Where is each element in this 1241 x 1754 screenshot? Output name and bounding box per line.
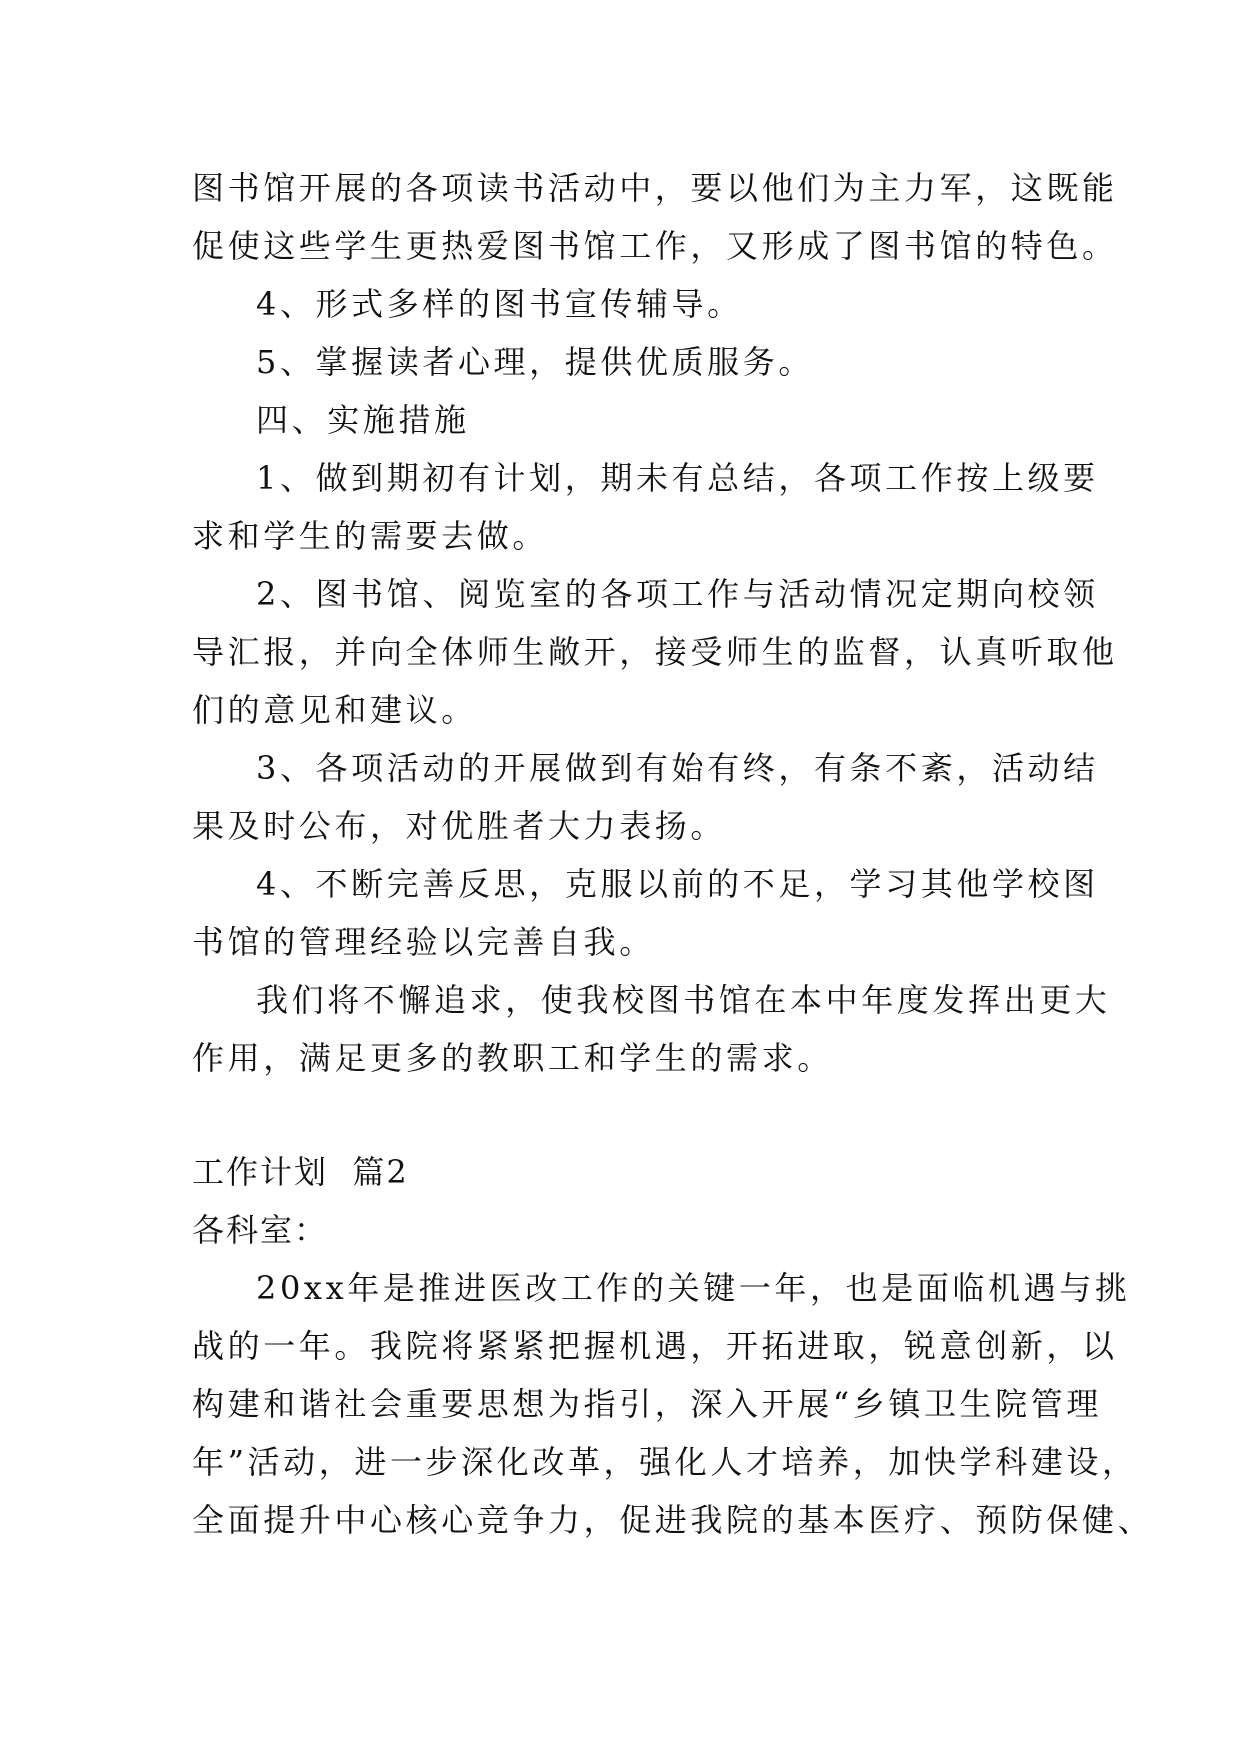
section-heading: 四、实施措施	[256, 401, 470, 439]
list-item: 4、形式多样的图书宣传辅导。	[256, 285, 743, 323]
section-title: 工作计划 篇2	[192, 1153, 409, 1191]
list-item: 3、各项活动的开展做到有始有终，有条不紊，活动结	[256, 749, 1099, 787]
paragraph-line: 图书馆开展的各项读书活动中，要以他们为主力军，这既能	[192, 169, 1118, 207]
paragraph-line: 战的一年。我院将紧紧把握机遇，开拓进取，锐意创新，以	[192, 1327, 1118, 1365]
paragraph-line: 我们将不懈追求，使我校图书馆在本中年度发挥出更大	[256, 981, 1111, 1019]
paragraph-line: 全面提升中心核心竞争力，促进我院的基本医疗、预防保健、	[192, 1501, 1154, 1539]
list-item: 4、不断完善反思，克服以前的不足，学习其他学校图	[256, 865, 1099, 903]
paragraph-line: 求和学生的需要去做。	[192, 517, 549, 555]
list-item: 5、掌握读者心理，提供优质服务。	[256, 343, 814, 381]
paragraph-line: 书馆的管理经验以完善自我。	[192, 923, 655, 961]
paragraph-line: 果及时公布，对优胜者大力表扬。	[192, 807, 727, 845]
salutation: 各科室：	[192, 1211, 329, 1249]
paragraph-line: 构建和谐社会重要思想为指引，深入开展“乡镇卫生院管理	[192, 1385, 1102, 1423]
paragraph-line: 作用，满足更多的教职工和学生的需求。	[192, 1039, 833, 1077]
list-item: 2、图书馆、阅览室的各项工作与活动情况定期向校领	[256, 575, 1099, 613]
paragraph-line: 20xx年是推进医改工作的关键一年，也是面临机遇与挑	[256, 1269, 1131, 1307]
paragraph-line: 年”活动，进一步深化改革，强化人才培养，加快学科建设，	[192, 1443, 1138, 1481]
list-item: 1、做到期初有计划，期未有总结，各项工作按上级要	[256, 459, 1099, 497]
paragraph-line: 们的意见和建议。	[192, 691, 477, 729]
paragraph-line: 促使这些学生更热爱图书馆工作，又形成了图书馆的特色。	[192, 227, 1118, 265]
paragraph-line: 导汇报，并向全体师生敞开，接受师生的监督，认真听取他	[192, 633, 1118, 671]
